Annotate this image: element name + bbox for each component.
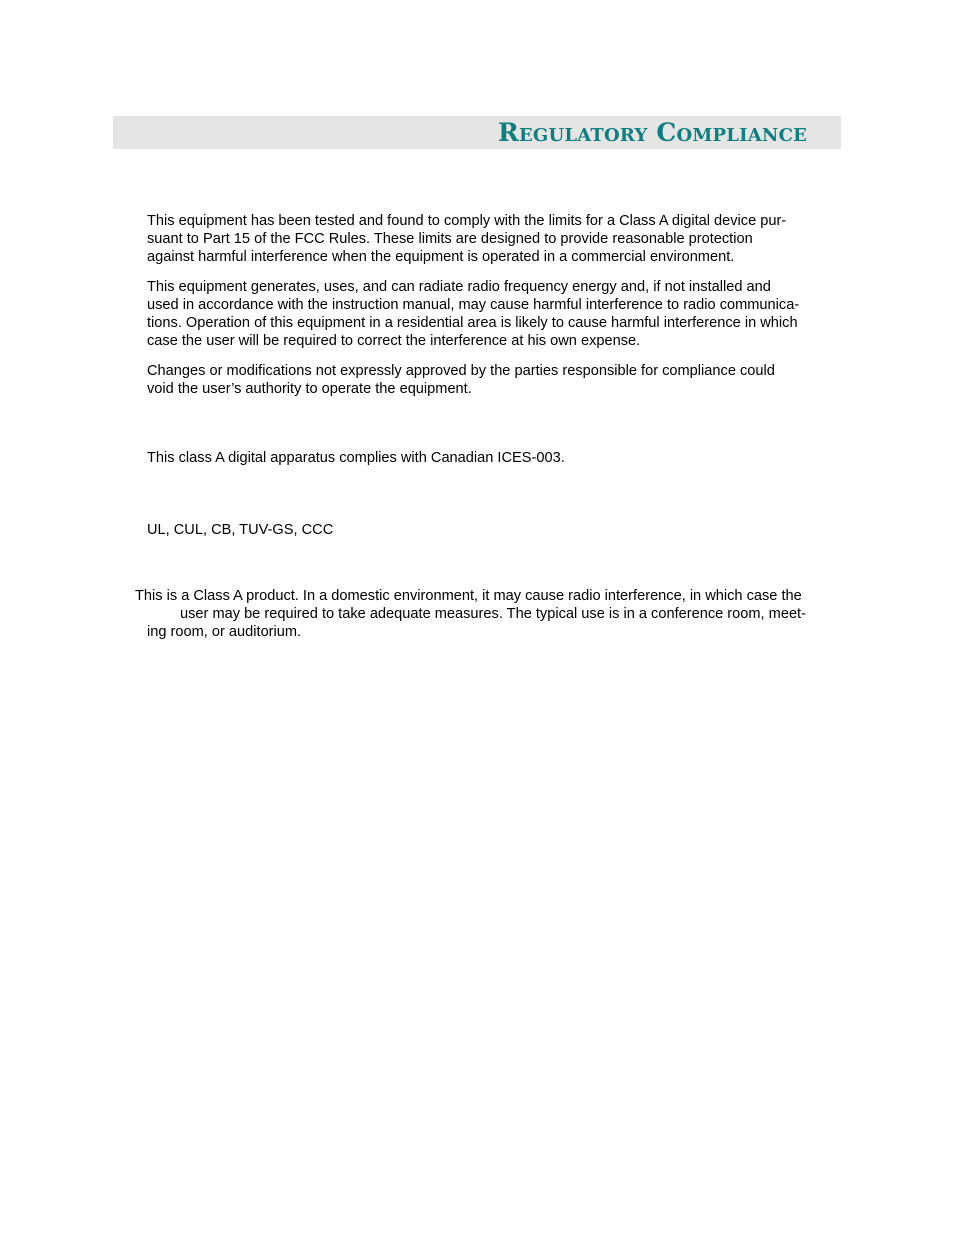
page-title: Regulatory Compliance [498,118,808,147]
safety-certifications [147,521,847,539]
text-line: This is a Class A product. In a domestic environment, it may cause radio interference, in which case the [135,588,802,604]
title-bar [113,116,841,149]
ices-paragraph [147,449,847,467]
text-line: suant to Part 15 of the FCC Rules. These limits are designed to provide reasonable protection [147,231,753,247]
text-line: ing room, or auditorium. [147,624,302,640]
fcc-paragraph-1 [147,212,847,266]
text-line: used in accordance with the instruction manual, may cause harmful interference to radio communica- [147,297,800,313]
fcc-paragraph-2 [147,278,847,350]
text-line: case the user will be required to correct the interference at his own expense. [147,333,641,349]
text-line: This equipment has been tested and found to comply with the limits for a Class A digital device pur- [147,213,787,229]
text-line: user may be required to take adequate measures. The typical use is in a conference room, meet- [180,606,806,622]
text-line: UL, CUL, CB, TUV-GS, CCC [147,522,334,538]
text-line: tions. Operation of this equipment in a residential area is likely to cause harmful interference in which [147,315,798,331]
fcc-paragraph-3 [147,362,847,398]
ce-paragraph [135,587,835,641]
text-line: Changes or modifications not expressly approved by the parties responsible for compliance could [147,363,775,379]
text-line: against harmful interference when the equipment is operated in a commercial environment. [147,249,735,265]
text-line: void the user’s authority to operate the equipment. [147,381,472,397]
text-line: This equipment generates, uses, and can radiate radio frequency energy and, if not installed and [147,279,771,295]
text-line: This class A digital apparatus complies with Canadian ICES-003. [147,450,565,466]
